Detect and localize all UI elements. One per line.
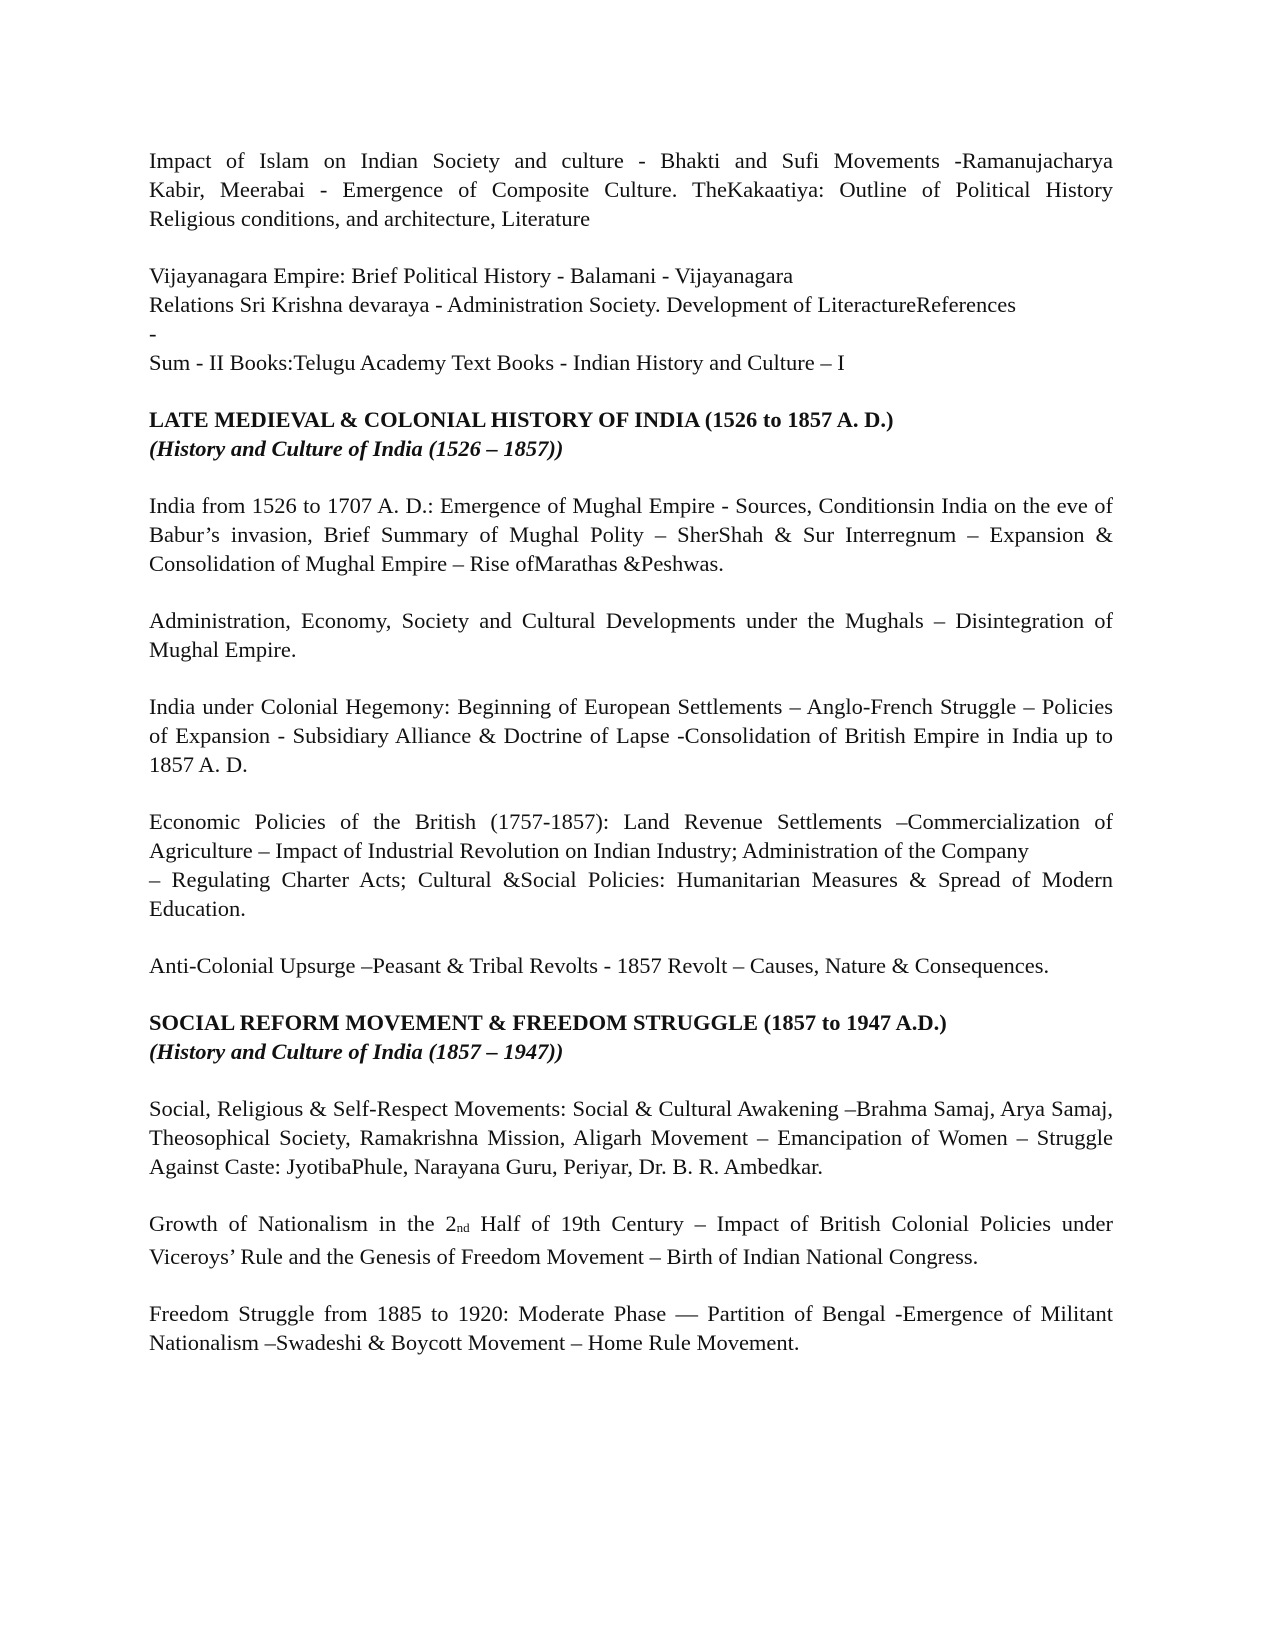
paragraph-anti-colonial: Anti-Colonial Upsurge –Peasant & Tribal Revolts - 1857 Revolt – Causes, Nature & Consequences. bbox=[149, 953, 1050, 978]
section-heading-late-medieval: LATE MEDIEVAL & COLONIAL HISTORY OF INDIA (1526 to 1857 A. D.) bbox=[149, 407, 894, 432]
paragraph-colonial-hegemony: India under Colonial Hegemony: Beginning of European Settlements – Anglo-French Struggle – Policies of Expansion - Subsidiary Alliance & Doctrine of Lapse -Consolidation of British Empire in India up to 1857 A. D. bbox=[149, 694, 1113, 777]
paragraph-mughal-empire: India from 1526 to 1707 A. D.: Emergence of Mughal Empire - Sources, Conditionsin India on the eve of Babur’s invasion, Brief Summary of Mughal Polity – SherShah & Sur Interregnum – Expansion & Consolidation of Mughal Empire – Rise ofMarathas &Peshwas. bbox=[149, 493, 1113, 576]
text-span: Half of 19th Century – Impact of British Colonial Policies under Viceroys’ Rule and the Genesis of Freedom Movement – Birth of Indian National Congress. bbox=[149, 1211, 1113, 1269]
text-line: – Regulating Charter Acts; Cultural &Social Policies: Humanitarian Measures & Spread of Modern Education. bbox=[149, 867, 1113, 921]
paragraph-mughal-administration: Administration, Economy, Society and Cultural Developments under the Mughals – Disintegration of Mughal Empire. bbox=[149, 608, 1113, 662]
text-line: Kabir, Meerabai - Emergence of Composite Culture. TheKakaatiya: Outline of Political History bbox=[149, 177, 1113, 202]
text-line: Sum - II Books:Telugu Academy Text Books - Indian History and Culture – I bbox=[149, 350, 845, 375]
text-line: Relations Sri Krishna devaraya - Administration Society. Development of LiteractureReferences bbox=[149, 292, 1017, 317]
ordinal-suffix: nd bbox=[456, 1220, 470, 1235]
paragraph-freedom-struggle: Freedom Struggle from 1885 to 1920: Moderate Phase — Partition of Bengal -Emergence of Militant Nationalism –Swadeshi & Boycott Movement – Home Rule Movement. bbox=[149, 1301, 1113, 1355]
paragraph-nationalism-growth bbox=[149, 1209, 1113, 1271]
section-heading-social-reform: SOCIAL REFORM MOVEMENT & FREEDOM STRUGGLE (1857 to 1947 A.D.) bbox=[149, 1010, 947, 1035]
paragraph-social-movements: Social, Religious & Self-Respect Movements: Social & Cultural Awakening –Brahma Samaj, Arya Samaj, Theosophical Society, Ramakrishna Mission, Aligarh Movement – Emancipation of Women – Struggle Against Caste: JyotibaPhule, Narayana Guru, Periyar, Dr. B. R. Ambedkar. bbox=[149, 1096, 1113, 1179]
paragraph-vijayanagara bbox=[149, 261, 1113, 377]
text-line: - bbox=[149, 321, 157, 346]
document-page bbox=[149, 146, 1113, 1385]
text-line: Religious conditions, and architecture, Literature bbox=[149, 206, 591, 231]
text-line: Economic Policies of the British (1757-1857): Land Revenue Settlements –Commercialization of Agriculture – Impact of Industrial Revolution on Indian Industry; Administration of the Company bbox=[149, 809, 1113, 863]
text-line: Vijayanagara Empire: Brief Political History - Balamani - Vijayanagara bbox=[149, 263, 794, 288]
section-subheading-social-reform: (History and Culture of India (1857 – 1947)) bbox=[149, 1039, 564, 1064]
section-subheading-late-medieval: (History and Culture of India (1526 – 1857)) bbox=[149, 436, 564, 461]
paragraph-islam-impact bbox=[149, 146, 1113, 233]
paragraph-economic-policies bbox=[149, 807, 1113, 923]
text-span: Growth of Nationalism in the 2 bbox=[149, 1211, 457, 1236]
text-line: Impact of Islam on Indian Society and culture - Bhakti and Sufi Movements -Ramanujacharya bbox=[149, 148, 1113, 173]
